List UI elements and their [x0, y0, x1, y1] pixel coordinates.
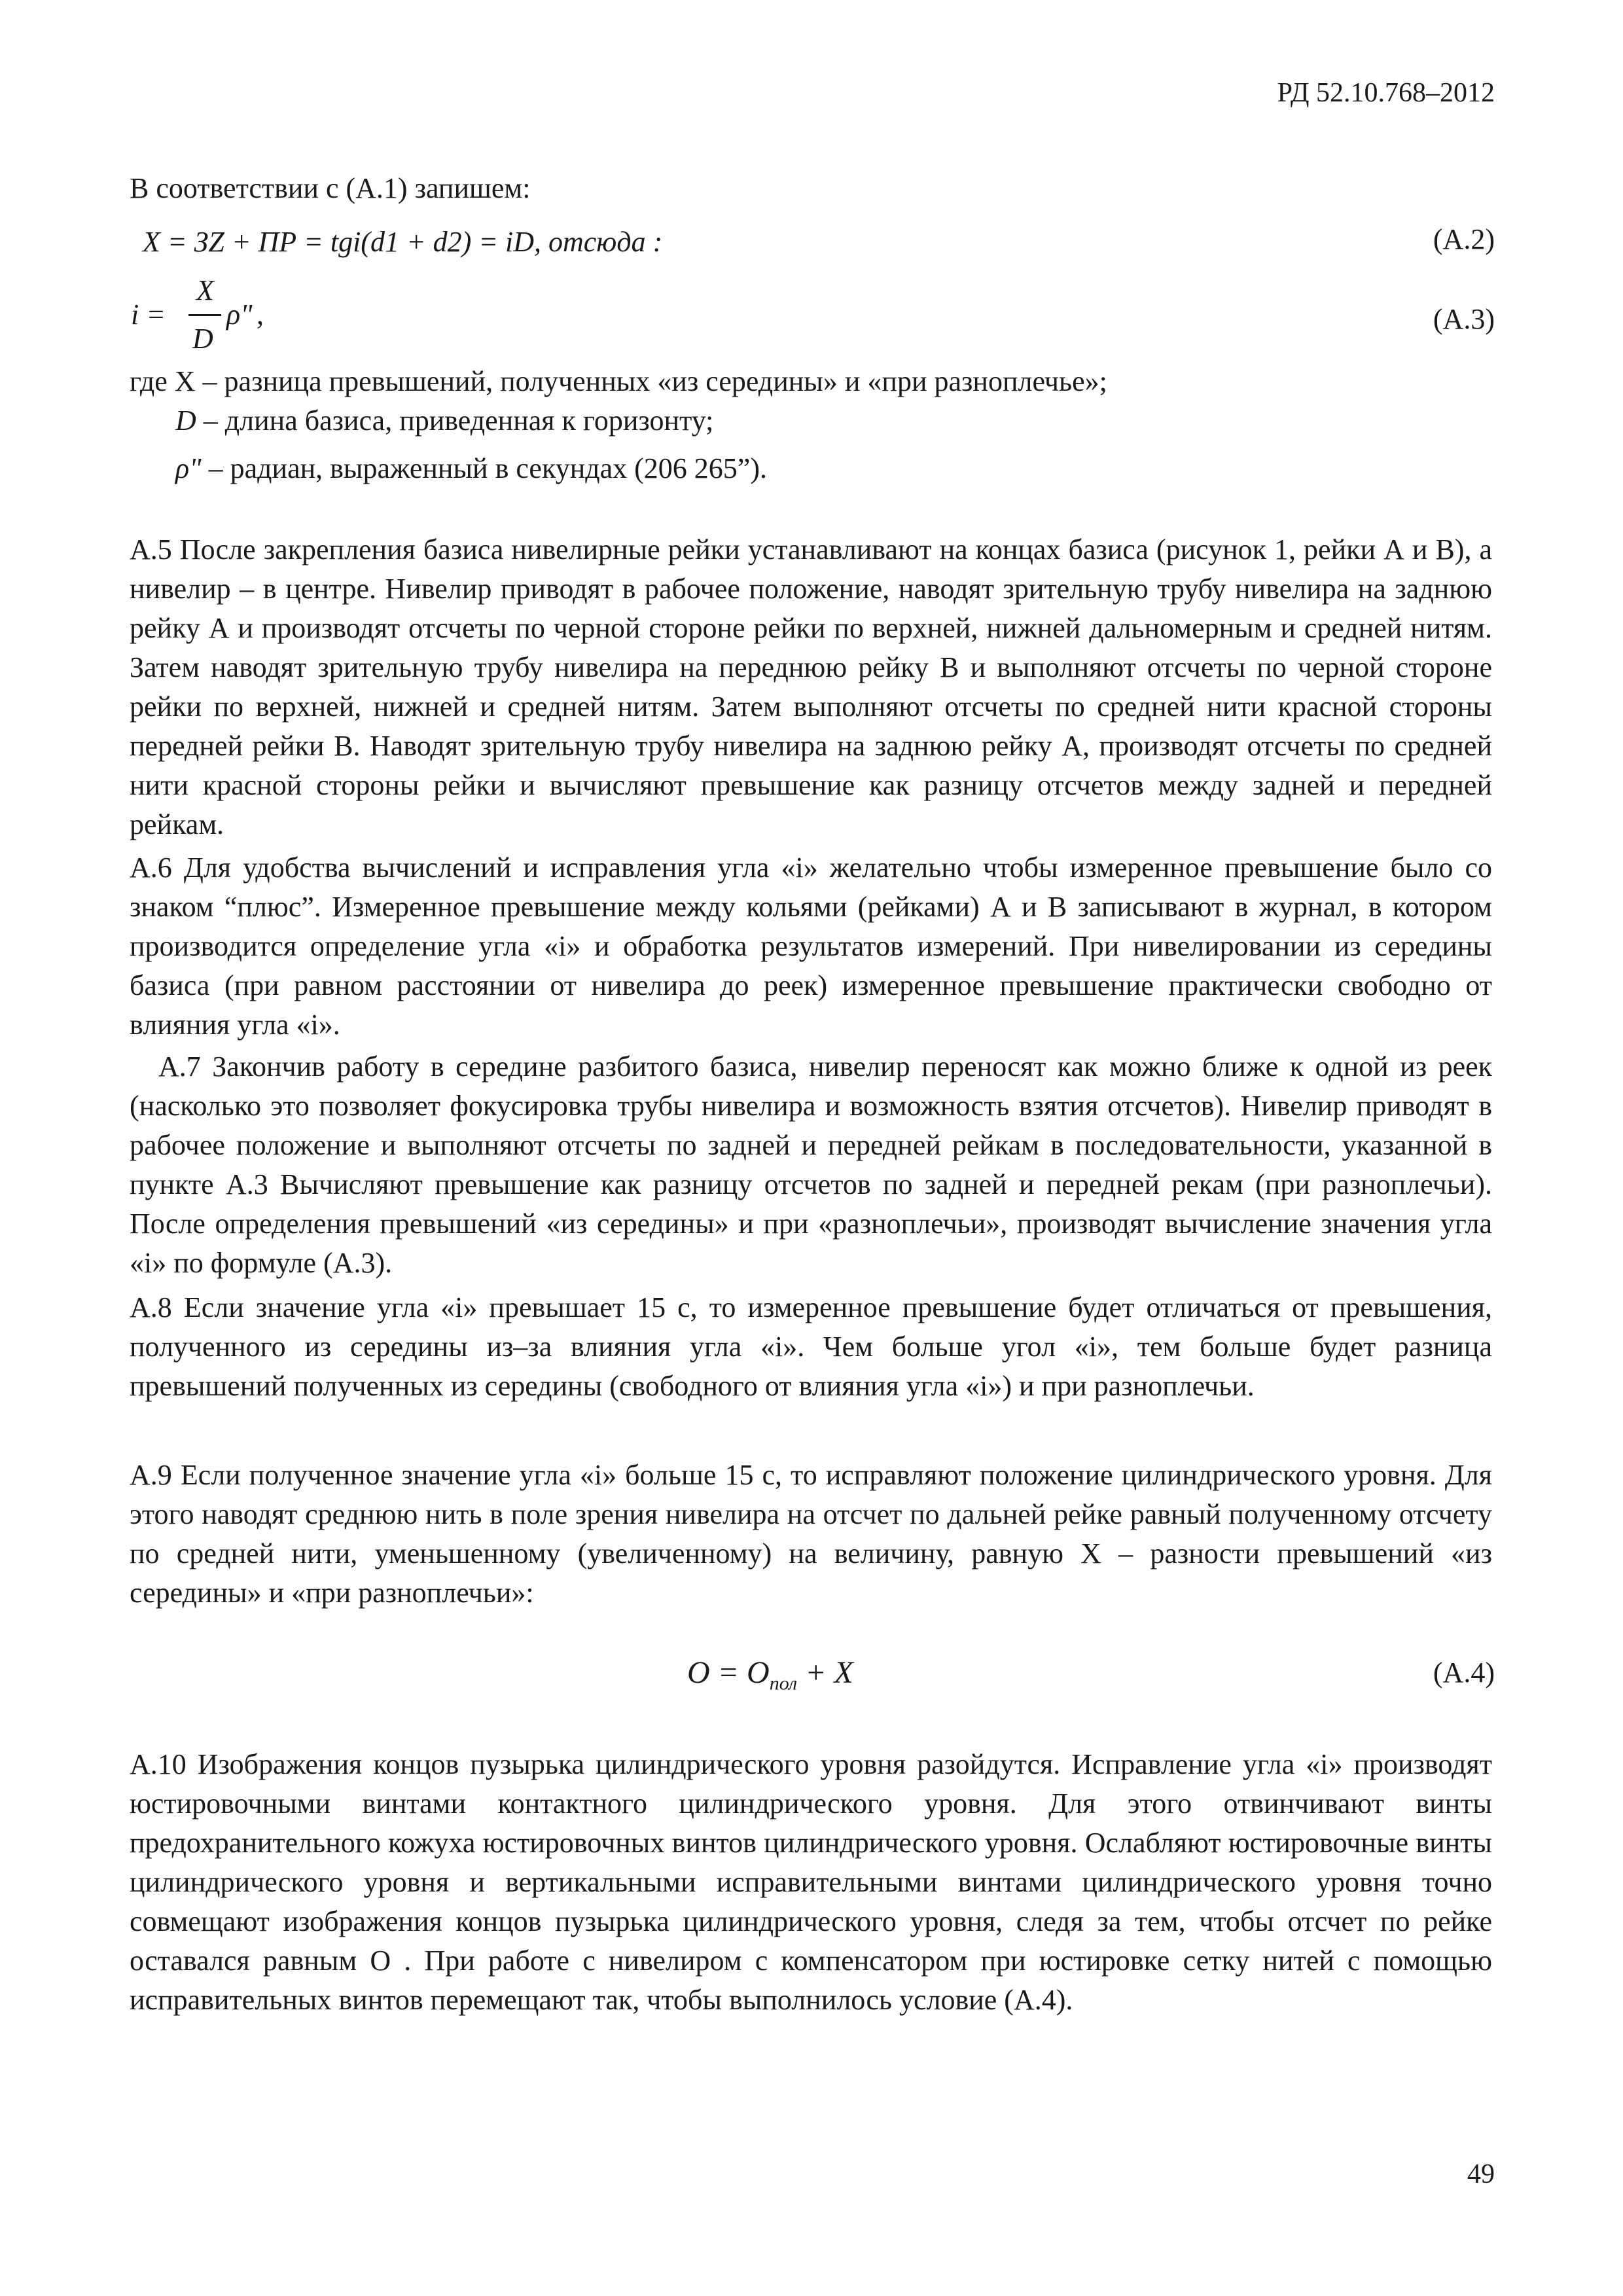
definition-d-text: – длина базиса, приведенная к горизонту;	[196, 404, 714, 437]
paragraph-a7: А.7 Закончив работу в середине разбитого базиса, нивелир переносят как можно ближе к одной из реек (насколько это позволяет фокусировка трубы нивелира и возможность взятия отсчетов). Нивелир приводят в рабочее положение и выполняют отсчеты по задней и передней рейкам в последовательности, указанной в пункте А.3 Вычисляют превышение как разницу отсчетов по задней и передней рекам (при разноплечьи). После определения превышений «из середины» и при «разноплечьи», производят вычисление значения угла «i» по формуле (А.3).	[130, 1050, 1492, 1279]
equation-a3-number: (А.3)	[1433, 303, 1495, 335]
definition-rho-text: – радиан, выраженный в секундах (206 265”).	[201, 452, 767, 484]
definition-rho-symbol: ρ"	[175, 452, 202, 484]
equation-a3-numerator: X	[196, 274, 214, 306]
intro-line: В соответствии с (А.1) запишем:	[130, 172, 531, 204]
equation-a2: X = ЗZ + ПР = tgi(d1 + d2) = iD, отсюда :	[143, 226, 663, 258]
equation-a4-rhs: + X	[797, 1655, 853, 1690]
paragraph-a5: А.5 После закрепления базиса нивелирные рейки устанавливают на концах базиса (рисунок 1, рейки А и В), а нивелир – в центре. Нивелир приводят в рабочее положение, наводят зрительную трубу нивелира на заднюю рейку А и производят отсчеты по черной стороне рейки по верхней, нижней дальномерным и средней нитям. Затем наводят зрительную трубу нивелира на переднюю рейку В и выполняют отсчеты по черной стороне рейки по верхней, нижней и средней нитям. Затем выполняют отсчеты по средней нити красной стороны передней рейки В. Наводят зрительную трубу нивелира на заднюю рейку А, производят отсчеты по средней нити красной стороны рейки и вычисляют превышение как разницу отсчетов между задней и передней рейкам.	[130, 533, 1492, 840]
definition-d-symbol: D	[175, 404, 196, 437]
paragraph-a6: А.6 Для удобства вычислений и исправления угла «i» желательно чтобы измеренное превышение было со знаком “плюс”. Измеренное превышение между кольями (рейками) А и В записывают в журнал, в котором производится определение угла «i» и обработка результатов измерений. При нивелировании из середины базиса (при равном расстоянии от нивелира до реек) измеренное превышение практически свободно от влияния угла «i».	[130, 852, 1492, 1041]
document-code: РД 52.10.768–2012	[1277, 78, 1495, 108]
equation-a4-lhs: O = O	[687, 1655, 770, 1690]
equation-a3-comma: ,	[257, 298, 264, 331]
paragraph-a8: А.8 Если значение угла «i» превышает 15 с, то измеренное превышение будет отличаться от превышения, полученного из середины из–за влияния угла «i». Чем больше угол «i», тем больше будет разница превышений полученных из середины (свободного от влияния угла «i») и при разноплечьи.	[130, 1291, 1492, 1402]
equation-a2-number: (А.2)	[1433, 223, 1495, 255]
equation-a4	[687, 1653, 853, 1704]
definition-x: где Х – разница превышений, полученных «из середины» и «при разноплечье»;	[130, 365, 1107, 397]
definition-rho	[175, 449, 767, 488]
page-number: 49	[1467, 2159, 1495, 2189]
paragraph-a10: А.10 Изображения концов пузырька цилиндрического уровня разойдутся. Исправление угла «i» производят юстировочными винтами контактного цилиндрического уровня. Для этого отвинчивают винты предохранительного кожуха юстировочных винтов цилиндрического уровня. Ослабляют юстировочные винты цилиндрического уровня и вертикальными исправительными винтами цилиндрического уровня точно совмещают изображения концов пузырька цилиндрического уровня, следя за тем, чтобы отсчет по рейке оставался равным О . При работе с нивелиром с компенсатором при юстировке сетку нитей с помощью исправительных винтов перемещают так, чтобы выполнилось условие (А.4).	[130, 1748, 1492, 2016]
definition-d	[175, 401, 713, 440]
equation-a4-number: (А.4)	[1433, 1657, 1495, 1689]
equation-a3-denominator: D	[192, 323, 213, 355]
equation-a4-subscript: пол	[769, 1672, 798, 1695]
equation-a3-lhs: i =	[131, 298, 166, 331]
equation-a3-rho: ρ"	[226, 298, 253, 331]
paragraph-a9: А.9 Если полученное значение угла «i» больше 15 с, то исправляют положение цилиндрического уровня. Для этого наводят среднюю нить в поле зрения нивелира на отсчет по дальней рейке равный полученному отсчету по средней нити, уменьшенному (увеличенному) на величину, равную Х – разности превышений «из середины» и «при разноплечьи»:	[130, 1459, 1492, 1609]
equation-a3-fraction-bar	[188, 314, 221, 316]
